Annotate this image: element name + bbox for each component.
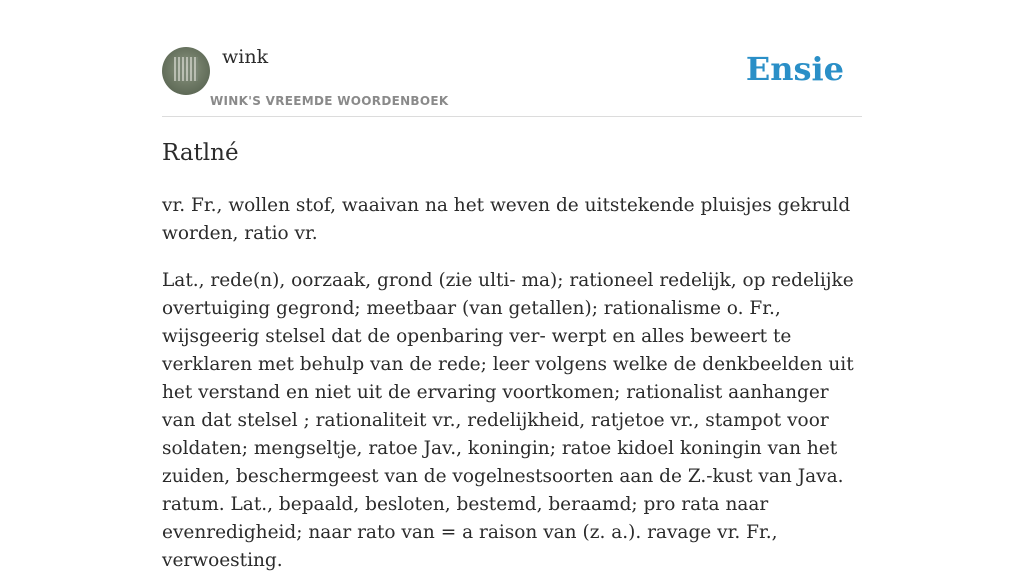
author-name[interactable]: wink [222, 46, 269, 68]
avatar-image-icon [174, 57, 198, 81]
page-container [162, 0, 862, 571]
site-logo[interactable]: Ensie [745, 50, 844, 88]
avatar[interactable] [162, 47, 210, 95]
collection-name[interactable]: WINK'S VREEMDE WOORDENBOEK [210, 94, 449, 108]
entry-paragraph: Lat., rede(n), oorzaak, grond (zie ulti- ma); rationeel redelijk, op redelijke overtuiging gegrond; meetbaar (van getallen); rationalisme o. Fr., wijsgeerig stelsel dat de openbaring ver- werpt en alles beweert te verklaren met behulp van de rede; leer volgens welke de denkbeelden uit het verstand en niet uit de ervaring voortkomen; rationalist aanhanger van dat stelsel ; rationaliteit vr., redelijkheid, ratjetoe vr., stampot voor soldaten; mengseltje, ratoe Jav., koningin; ratoe kidoel koningin van het zuiden, beschermgeest van de vogelnestsoorten aan de Z.-kust van Java. ratum. Lat., bepaald, besloten, bestemd, beraamd; pro rata naar evenredigheid; naar rato van = a raison van (z. a.). ravage vr. Fr., verwoesting. [162, 270, 854, 571]
header [162, 0, 862, 117]
entry-paragraph: vr. Fr., wollen stof, waaivan na het weven de uitstekende pluisjes gekruld worden, ratio vr. [162, 195, 851, 244]
page-title: Ratlné [162, 140, 239, 166]
